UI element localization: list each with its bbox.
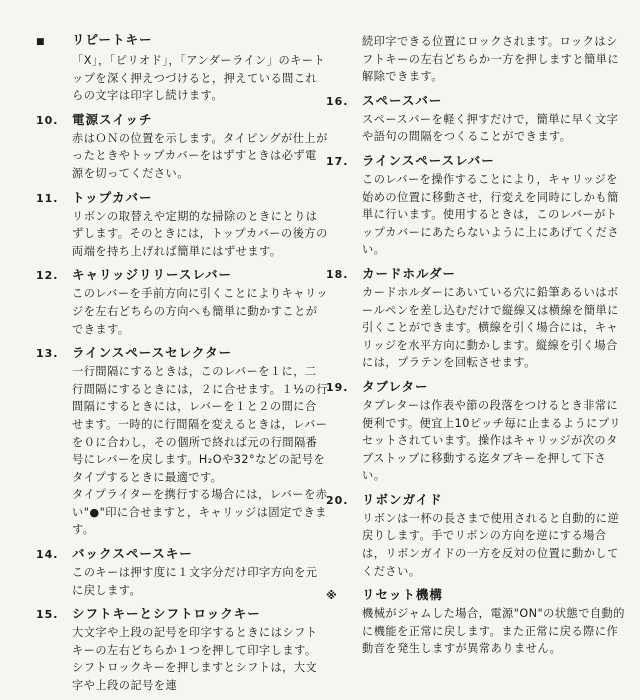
section-title: カードホルダー [362,265,457,281]
manual-section [36,604,328,694]
right-column [326,33,626,663]
section-body [72,624,328,694]
section-body [362,510,626,580]
section-paragraph: このキーは押す度に１文字分だけ印字方向を元に戻します。 [72,566,318,597]
section-title: リセット機構 [362,587,443,603]
section-heading [36,265,328,285]
section-paragraph: タイプライターを携行する場合には，レバーを赤い"●"印に合せますと，キャリッジは固定できます。 [72,488,328,537]
section-paragraph: タブレターは作表や節の段落をつけるとき非常に便利です。便宜上10ピッチ毎に止まるようにプリセットされています。操作はキャリッジが次のタブストップに移動する迄タブキーを押して下さい。 [362,398,621,483]
manual-section [36,544,328,599]
section-number: 12. [36,269,59,283]
section-paragraph: リボンは一杯の長さまで使用されると自動的に逆戻りします。手でリボンの方向を逆にする場合は，リボンガイドの一方を反対の位置に動かしてください。 [362,511,620,578]
section-number: 11. [36,191,59,205]
section-title: バックスペースキー [72,546,193,562]
section-title: トップカバー [72,189,153,205]
section-heading [36,188,328,208]
section-number: 19. [326,380,349,394]
section-heading [326,490,626,510]
section-paragraph: 機械がジャムした場合，電源"ON"の状態で自動的に機能を正常に戻します。また正常に戻る際に作動音を発生しますが異常ありません。 [362,607,625,656]
section-heading [326,377,626,397]
section-paragraph: カードホルダーにあいている穴に鉛筆あるいはボールペンを差し込むだけで縦線又は横線を簡単に引くことができます。横線を引く場合には，キャリッジを水平方向に動かします。縦線を引く場合には，プラテンを回転させます。 [362,285,619,370]
section-body [72,363,328,539]
section-number: 17. [326,154,349,168]
section-heading [326,91,626,111]
manual-section [326,264,626,372]
section-number: 16. [326,94,349,108]
section-paragraph: リボンの取替えや定期的な掃除のときにとりはずします。そのときには，トップカバーの後方の両端を持ち上げれば簡単にはずせます。 [72,209,328,258]
section-body [362,397,626,485]
section-title: シフトキーとシフトロックキー [72,606,261,622]
section-paragraph: 赤はＯＮの位置を示します。タイピングが仕上がったときやトップカバーをはずすときは必ず電源を切ってください。 [72,131,328,180]
section-heading [326,585,626,605]
section-paragraph: このレバーを手前方向に引くことによりキャリッジを左右どちらの方向へも簡単に動かすことができます。 [72,287,328,336]
section-body [72,52,328,105]
section-body [72,208,328,261]
manual-section [326,33,626,86]
section-body [362,605,626,658]
section-paragraph: スペースバーを軽く押すだけで，簡単に早く文字や語句の間隔をつくることができます。 [362,112,619,144]
section-number: ■ [36,37,46,47]
section-number: 14. [36,548,59,562]
manual-section [326,490,626,580]
manual-section [36,188,328,261]
section-body [362,171,626,259]
manual-section [36,30,328,105]
section-body [362,284,626,372]
section-heading [326,151,626,171]
section-number: 18. [326,267,349,281]
section-title: スペースバー [362,92,443,108]
section-paragraph: このレバーを操作することにより，キャリッジを始めの位置に移動させ，行変えを同時にしかも簡単に行います。使用するときは，このレバーがトップカバーにあたらないように上にあげてください。 [362,172,620,257]
section-title: ラインスペースレバー [362,152,495,168]
section-heading [36,544,328,564]
section-body [72,130,328,183]
manual-section [36,110,328,183]
section-heading [36,604,328,624]
manual-section [326,377,626,485]
section-number: 15. [36,608,59,622]
section-body [72,564,328,599]
section-number: 10. [36,113,59,127]
section-title: キャリッジリリースレバー [72,267,233,283]
section-body [362,111,626,146]
section-number: ※ [326,589,338,603]
section-heading [36,343,328,363]
section-body [362,33,626,86]
section-paragraph: 一行間隔にするときは，このレバーを１に，二行間隔にするときには，２に合せます。１½の行間隔にするときには，レバーを１と２の間に合せます。一時的に行間隔を変えるときは，レバーを０に合わし，その個所で終れば元の行間隔番号にレバーを戻します。H₂Oや32°などの記号をタイプするときに最適です。 [72,365,328,484]
manual-section [36,343,328,539]
section-paragraph: 続印字できる位置にロックされます。ロックはシフトキーの左右どちらか一方を押しますと簡単に解除できます。 [362,35,620,84]
section-title: タブレター [362,378,429,394]
section-number: 20. [326,493,349,507]
section-heading [36,110,328,130]
section-heading [36,30,328,52]
section-title: リピートキー [72,32,153,47]
manual-section [326,151,626,259]
section-title: リボンガイド [362,491,443,507]
section-body [72,285,328,338]
section-number: 13. [36,347,59,361]
section-title: 電源スイッチ [72,111,153,127]
section-heading [326,264,626,284]
left-column [36,30,328,700]
section-paragraph: 大文字や上段の記号を印字するときにはシフトキーの左右どちらか１つを押して印字します。シフトロックキーを押しますとシフトは，大文字や上段の記号を連 [72,626,318,693]
section-title: ラインスペースセレクター [72,345,233,361]
manual-section [326,585,626,658]
section-paragraph: 「X」，「ピリオド」，「アンダーライン」のキートップを深く押えつづけると，押えている間これらの文字は印字し続けます。 [72,54,326,103]
manual-section [36,265,328,338]
manual-section [326,91,626,146]
